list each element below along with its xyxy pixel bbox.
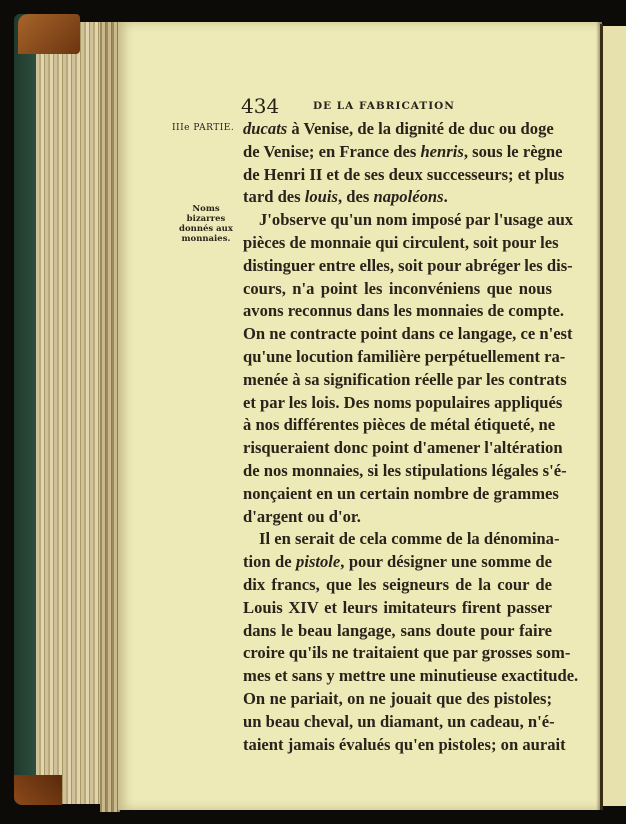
- text-line: [243, 414, 556, 437]
- text-line: [243, 392, 563, 415]
- text-run: un beau cheval, un diamant, un cadeau, n'é-: [243, 711, 555, 731]
- text-run: avons reconnus dans les monnaies de compte.: [243, 301, 565, 321]
- text-run: tion de: [243, 552, 297, 572]
- text-run: risqueraient donc point d'amener l'altération: [243, 438, 563, 458]
- text-run: nonçaient en un certain nombre de grammes: [243, 483, 559, 503]
- text-run: J'observe qu'un nom imposé par l'usage aux: [259, 210, 574, 230]
- text-run: menée à sa signification réelle par les contrats: [243, 369, 567, 389]
- text-run: de nos monnaies, si les stipulations légales s'é-: [243, 460, 567, 480]
- text-run: qu'une locution familière perpétuellement ra-: [243, 346, 566, 366]
- text-line: [243, 118, 552, 141]
- text-run: et par les lois. Des noms populaires appliqués: [243, 392, 563, 412]
- text-run: d'argent ou d'or.: [243, 506, 361, 526]
- text-line: [243, 688, 552, 711]
- text-line: [243, 164, 565, 187]
- text-line: [243, 734, 566, 757]
- text-run: à nos différentes pièces de métal étiqueté, ne: [243, 415, 556, 435]
- italic-term: ducats: [243, 119, 288, 138]
- text-run: On ne contracte point dans ce langage, ce n'est: [243, 324, 573, 344]
- margin-part-label: IIIe PARTIE.: [172, 123, 235, 133]
- italic-term: henris: [420, 141, 464, 161]
- margin-note-line: Noms bizarres: [186, 204, 226, 224]
- text-run: de Henri II et de ses deux successeurs; et plus: [243, 164, 565, 184]
- text-run: distinguer entre elles, soit pour abréger les dis-: [243, 255, 573, 275]
- text-line: [243, 528, 560, 551]
- running-head-title: DE LA FABRICATION: [313, 100, 455, 112]
- leather-corner-top: [18, 14, 80, 54]
- text-line: [243, 300, 565, 323]
- text-line: [243, 483, 559, 506]
- text-run: de Venise; en France des: [243, 141, 421, 161]
- text-line: [243, 620, 552, 643]
- text-line: [243, 369, 567, 392]
- text-run: mes et sans y mettre une minutieuse exactitude.: [243, 666, 579, 686]
- italic-term: napoléons: [373, 187, 444, 207]
- text-line: [243, 597, 552, 620]
- text-run: dans le beau langage, sans doute pour faire: [243, 620, 552, 640]
- text-run: croire qu'ils ne traitaient que par grosses som-: [243, 643, 571, 663]
- text-line: [243, 141, 563, 164]
- facing-page: [603, 26, 626, 806]
- text-line: [243, 551, 552, 574]
- text-run: pièces de monnaie qui circulent, soit pour les: [243, 232, 559, 252]
- text-run: cours, n'a point les inconvéniens que nous: [243, 278, 552, 298]
- body-text: [243, 118, 579, 756]
- leather-corner-bottom: [14, 775, 62, 805]
- page-number: 434: [241, 94, 280, 118]
- text-run: dix francs, que les seigneurs de la cour de: [243, 574, 552, 594]
- italic-term: pistole: [296, 552, 341, 572]
- text-line: [243, 209, 574, 232]
- text-run: tard des: [243, 187, 305, 207]
- text-run: .: [443, 187, 448, 207]
- text-line: [243, 232, 559, 255]
- text-line: [243, 323, 573, 346]
- text-run: Il en serait de cela comme de la dénomina-: [259, 529, 560, 549]
- text-run: , pour désigner une somme de: [340, 552, 552, 572]
- text-run: à Venise, de la dignité de duc ou doge: [287, 119, 554, 138]
- text-run: Louis XIV et leurs imitateurs firent passer: [243, 597, 552, 617]
- running-head: [241, 94, 581, 116]
- text-line: [243, 460, 567, 483]
- text-line: [243, 437, 563, 460]
- text-line: [243, 506, 552, 529]
- text-run: , des: [337, 187, 374, 207]
- page-stack-inner: [100, 22, 120, 812]
- text-run: taient jamais évalués qu'en pistoles; on aurait: [243, 734, 566, 754]
- margin-note-line: monnaies.: [181, 234, 231, 244]
- margin-note: [172, 204, 240, 244]
- text-line: [243, 711, 555, 734]
- text-run: On ne pariait, on ne jouait que des pistoles;: [243, 688, 552, 708]
- italic-term: louis: [304, 187, 338, 207]
- text-run: , sous le règne: [463, 141, 563, 161]
- text-line: [243, 278, 552, 301]
- text-line: [243, 255, 573, 278]
- text-line: [243, 346, 566, 369]
- text-line: [243, 665, 579, 688]
- margin-note-line: donnés aux: [179, 224, 233, 234]
- text-line: [243, 642, 571, 665]
- text-line: [243, 574, 552, 597]
- text-line: [243, 186, 552, 209]
